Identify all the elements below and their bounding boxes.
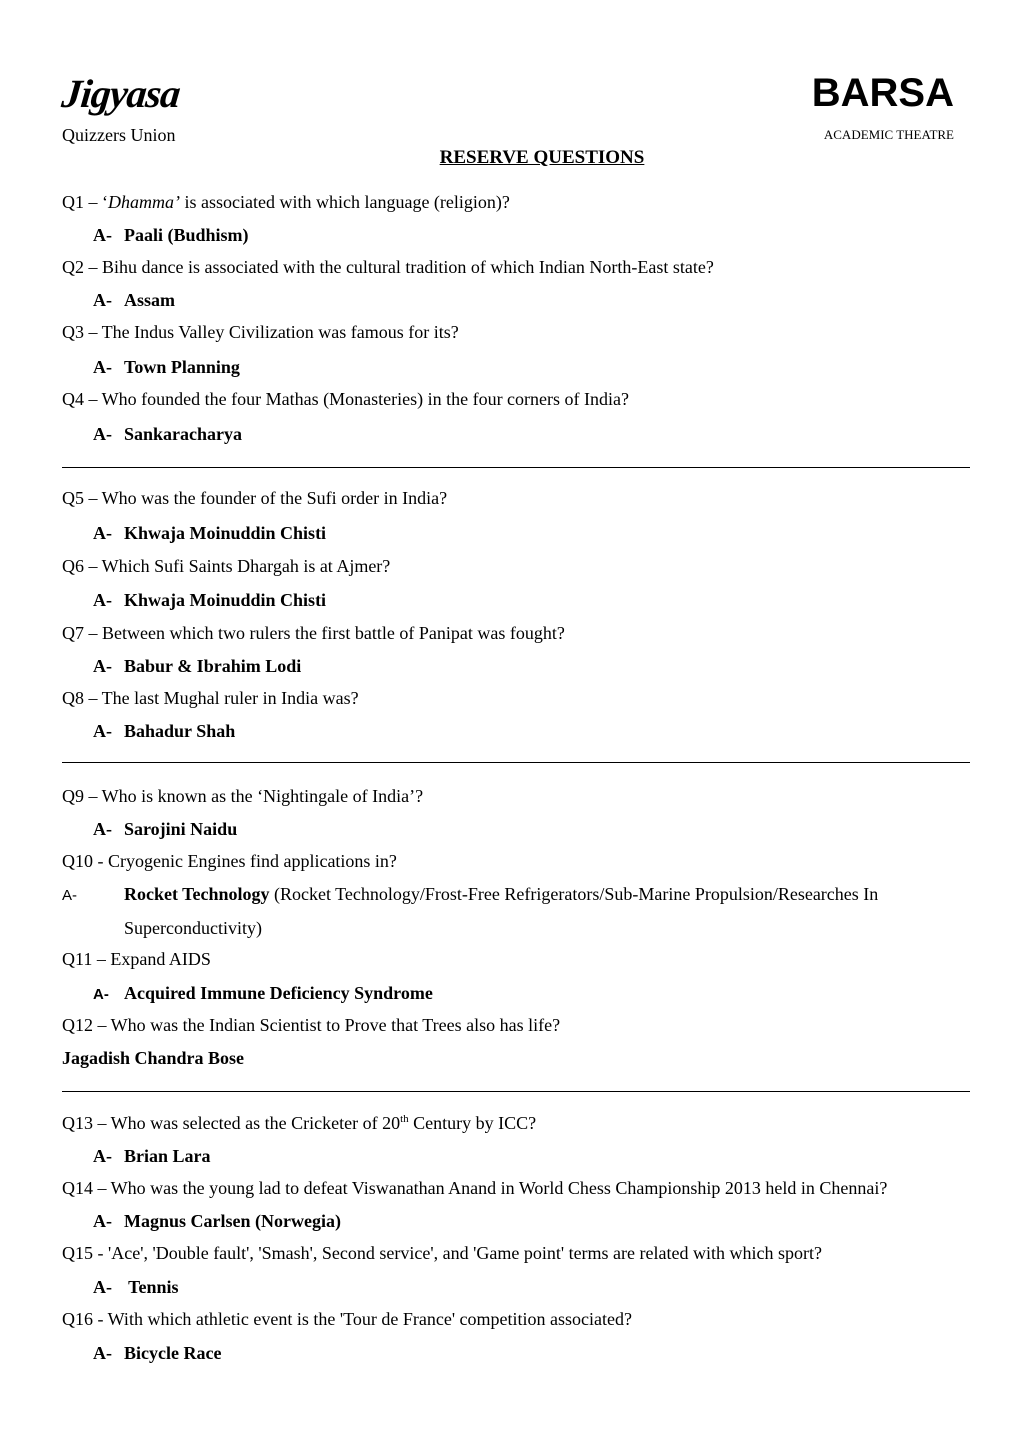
answer-5: A- Khwaja Moinuddin Chisti: [93, 523, 327, 543]
question-5: Q5 – Who was the founder of the Sufi order in India?: [62, 488, 448, 508]
answer-14: A- Magnus Carlsen (Norwegia): [93, 1211, 341, 1231]
question-4: Q4 – Who founded the four Mathas (Monasteries) in the four corners of India?: [62, 389, 629, 409]
answer-6: A- Khwaja Moinuddin Chisti: [93, 590, 327, 610]
question-10: Q10 - Cryogenic Engines find applications in?: [62, 851, 397, 871]
answer-13: A- Brian Lara: [93, 1146, 211, 1166]
answer-7: A- Babur & Ibrahim Lodi: [93, 656, 302, 676]
answer-15: A- Tennis: [93, 1277, 179, 1297]
barsa-logo: BARSA: [811, 71, 954, 115]
answer-4: A- Sankaracharya: [93, 424, 243, 444]
question-1: Q1 – ‘Dhamma’ is associated with which language (religion)?: [62, 192, 510, 212]
section-divider: [62, 467, 970, 468]
answer-9: A- Sarojini Naidu: [93, 819, 238, 839]
answer-1: A- Paali (Budhism): [93, 225, 249, 245]
question-7: Q7 – Between which two rulers the first battle of Panipat was fought?: [62, 623, 565, 643]
question-15: Q15 - 'Ace', 'Double fault', 'Smash', Second service', and 'Game point' terms are related with which sport?: [62, 1243, 822, 1263]
answer-8: A- Bahadur Shah: [93, 721, 236, 741]
question-14: Q14 – Who was the young lad to defeat Viswanathan Anand in World Chess Championship 2013 held in Chennai?: [62, 1178, 888, 1198]
page-title: RESERVE QUESTIONS: [439, 147, 645, 168]
brand-right-subtitle: ACADEMIC THEATRE: [823, 127, 954, 142]
section-divider: [62, 762, 970, 763]
answer-11: A- Acquired Immune Deficiency Syndrome: [93, 983, 433, 1003]
jigyasa-logo: Jigyasa: [59, 71, 182, 116]
question-8: Q8 – The last Mughal ruler in India was?: [62, 688, 359, 708]
question-3: Q3 – The Indus Valley Civilization was famous for its?: [62, 322, 459, 342]
section-divider: [62, 1091, 970, 1092]
question-16: Q16 - With which athletic event is the 'Tour de France' competition associated?: [62, 1309, 632, 1329]
question-6: Q6 – Which Sufi Saints Dhargah is at Ajmer?: [62, 556, 391, 576]
answer-3: A- Town Planning: [93, 357, 240, 377]
question-13: Q13 – Who was selected as the Cricketer of 20th Century by ICC?: [62, 1113, 537, 1133]
answer-2: A- Assam: [93, 290, 176, 310]
question-11: Q11 – Expand AIDS: [62, 949, 211, 969]
answer-10: A- Rocket Technology (Rocket Technology/Frost-Free Refrigerators/Sub-Marine Propulsion/Researches In Superconductivity): [62, 884, 879, 938]
answer-12: Jagadish Chandra Bose: [62, 1048, 245, 1068]
question-9: Q9 – Who is known as the ‘Nightingale of India’?: [62, 786, 424, 806]
question-2: Q2 – Bihu dance is associated with the cultural tradition of which Indian North-East state?: [62, 257, 714, 277]
brand-left-subtitle: Quizzers Union: [62, 125, 176, 145]
answer-16: A- Bicycle Race: [93, 1343, 222, 1363]
question-12: Q12 – Who was the Indian Scientist to Prove that Trees also has life?: [62, 1015, 561, 1035]
